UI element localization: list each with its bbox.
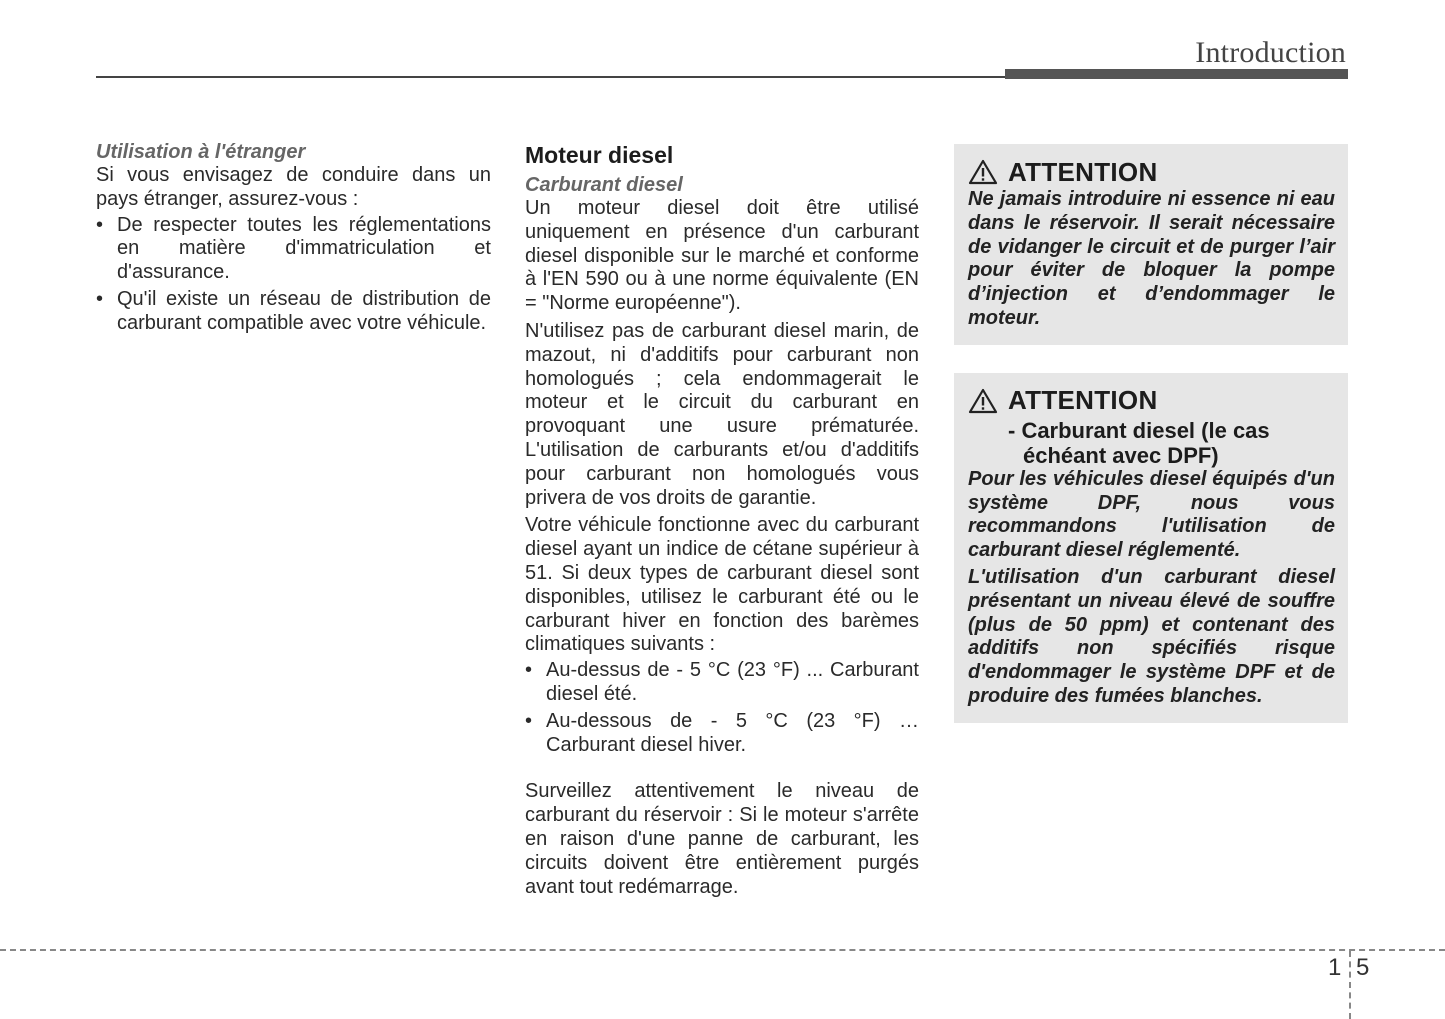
warning-triangle-icon [968,388,998,414]
diesel-season-bullet-list [525,659,919,757]
warning-title: ATTENTION [1008,156,1158,187]
subheading-diesel-fuel: Carburant diesel [525,174,683,196]
warning-title: ATTENTION [1008,385,1158,416]
header-accent-bar [1005,69,1348,79]
column-right [954,144,1348,723]
bullet-icon: • [96,287,104,310]
chapter-number: 1 [1328,954,1342,981]
subheading-abroad: Utilisation à l'étranger [96,141,306,163]
list-item: • Qu'il existe un réseau de distribution de carburant compatible avec votre véhicule. [96,287,491,334]
warning-box-fuel [954,144,1348,345]
warning-text-dpf-2: L'utilisation d'un carburant diesel présentant un niveau élevé de souffre (plus de 50 ppm) et contenant des additifs non spécifiés risque d'endommager le système DPF et de produire des fumées blanches. [968,565,1335,707]
warning-text: Ne jamais introduire ni essence ni eau dans le réservoir. Il serait nécessaire de vidanger le circuit et de purger l’air pour éviter de bloquer la pompe d’injection et d’endommager le moteur. [968,188,1335,329]
footer-dashed-divider [1349,951,1351,1019]
page-header-title: Introduction [1195,36,1346,69]
bullet-icon: • [525,659,533,682]
warning-text-dpf-1: Pour les véhicules diesel équipés d'un système DPF, nous vous recommandons l'utilisation de carburant diesel réglementé. [968,467,1335,562]
warning-triangle-icon [968,159,998,185]
section-title-diesel-engine: Moteur diesel [525,142,674,168]
footer-dashed-rule [0,949,1445,951]
warning-box-dpf [954,373,1348,723]
list-item: • Au-dessus de - 5 °C (23 °F) ... Carburant diesel été. [525,659,919,705]
page-number: 5 [1356,954,1370,981]
column-middle [525,140,919,899]
bullet-icon: • [96,213,104,236]
paragraph-diesel-3: Votre véhicule fonctionne avec du carburant diesel ayant un indice de cétane supérieur à 51. Si deux types de carburant diesel sont disponibles, utilisez le carburant été ou le carburant hiver en fonction des barèmes climatiques suivants : [525,514,919,656]
paragraph-diesel-2: N'utilisez pas de carburant diesel marin, de mazout, ni d'additifs pour carburant non homologués ; cela endommagerait le moteur et le circuit du carburant en provoquant une usure prématurée. L'utilisation de carburants et/ou d'additifs pour carburant non homologués vous privera de vos droits de garantie. [525,319,919,509]
bullet-icon: • [525,709,533,732]
list-item: • De respecter toutes les réglementations en matière d'immatriculation et d'assurance. [96,213,491,284]
list-item: • Au-dessous de - 5 °C (23 °F) … Carburant diesel hiver. [525,709,919,756]
paragraph-diesel-1: Un moteur diesel doit être utilisé uniquement en présence d'un carburant diesel disponible sur le marché et conforme à l'EN 590 ou à une norme équivalente (EN = "Norme européenne"). [525,197,919,315]
header-rule [96,76,1006,78]
warning-subtitle: - Carburant diesel (le cas échéant avec DPF) [1008,417,1270,468]
paragraph-abroad-intro: Si vous envisagez de conduire dans un pays étranger, assurez-vous : [96,164,491,210]
abroad-bullet-list [96,214,491,336]
column-left [96,140,491,339]
paragraph-diesel-closing: Surveillez attentivement le niveau de carburant du réservoir : Si le moteur s'arrête en raison d'une panne de carburant, les circuits doivent être entièrement purgés avant tout redémarrage. [525,780,919,898]
